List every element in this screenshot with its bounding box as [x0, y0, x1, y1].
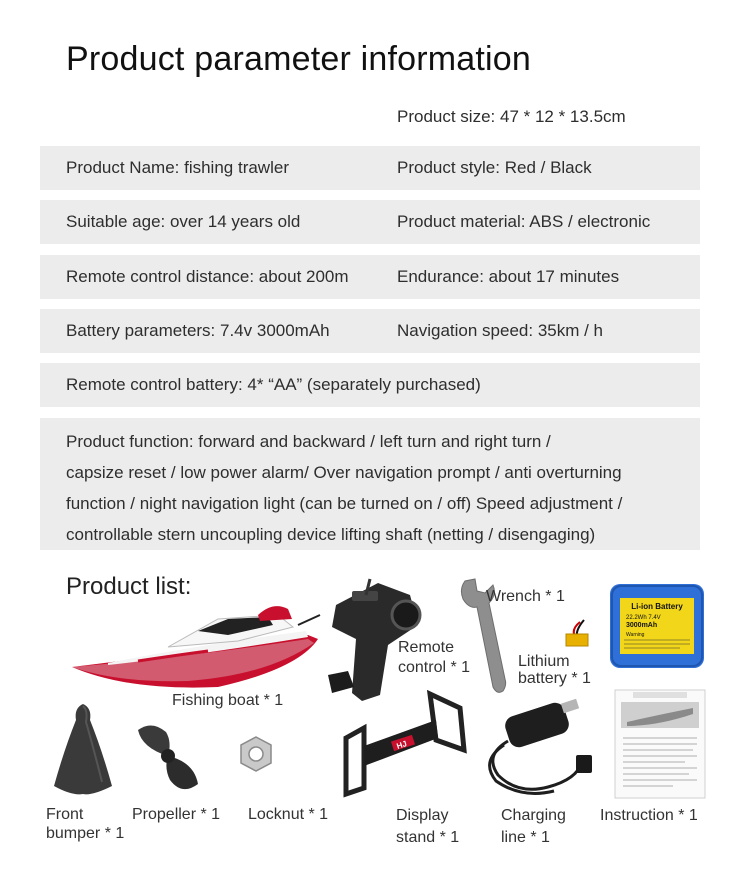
- product-material: Product material: ABS / electronic: [397, 212, 651, 231]
- product-list-title: Product list:: [66, 573, 192, 600]
- size-row: [40, 95, 700, 139]
- charging-line-image: [478, 695, 598, 800]
- product-style: Product style: Red / Black: [397, 158, 592, 177]
- instruction-label: Instruction * 1: [600, 807, 698, 824]
- front-bumper-image: [52, 700, 114, 800]
- front-bumper-label: bumper * 1: [46, 825, 125, 842]
- wrench-label: Wrench * 1: [486, 588, 565, 605]
- endurance: Endurance: about 17 minutes: [397, 267, 620, 286]
- param-row: [40, 200, 700, 244]
- remote-battery: Remote control battery: 4* “AA” (separately purchased): [66, 375, 481, 394]
- locknut-label: Locknut * 1: [248, 806, 329, 823]
- function-line: Product function: forward and backward / left turn and right turn /: [66, 432, 551, 451]
- battery-parameters: Battery parameters: 7.4v 3000mAh: [66, 321, 330, 340]
- param-row: [40, 255, 700, 299]
- product-function-block: [40, 418, 700, 550]
- fishing-boat-image: [68, 595, 323, 695]
- param-row: [40, 363, 700, 407]
- display-stand-label: stand * 1: [396, 829, 460, 846]
- remote-control-label: control * 1: [398, 659, 471, 676]
- propeller-image: [132, 718, 204, 796]
- display-stand-label: Display: [396, 807, 449, 824]
- page-title: Product parameter information: [66, 40, 532, 78]
- suitable-age: Suitable age: over 14 years old: [66, 212, 301, 231]
- lithium-battery-label: Lithium: [518, 653, 570, 670]
- battery-spec-text: 22.2Wh 7.4V: [626, 615, 661, 621]
- front-bumper-label: Front: [46, 806, 84, 823]
- charging-line-label: line * 1: [501, 829, 550, 846]
- lithium-battery-label: battery * 1: [518, 670, 591, 687]
- remote-distance: Remote control distance: about 200m: [66, 267, 349, 286]
- navigation-speed: Navigation speed: 35km / h: [397, 321, 604, 340]
- product-name: Product Name: fishing trawler: [66, 158, 289, 177]
- battery-warning-text: Warning: [626, 632, 645, 638]
- function-line: function / night navigation light (can be turned on / off) Speed adjustment /: [66, 494, 623, 513]
- stand-brand-text: HJ: [395, 739, 408, 751]
- param-row: [40, 146, 700, 190]
- param-row: [40, 309, 700, 353]
- function-line: capsize reset / low power alarm/ Over navigation prompt / anti overturning: [66, 463, 622, 482]
- propeller-label: Propeller * 1: [132, 806, 221, 823]
- remote-control-label: Remote: [398, 639, 455, 656]
- battery-name-text: Li-ion Battery: [631, 602, 683, 611]
- charging-line-label: Charging: [501, 807, 566, 824]
- battery-capacity-text: 3000mAh: [626, 622, 658, 629]
- locknut-image: [238, 735, 274, 775]
- instruction-manual-image: [613, 688, 708, 800]
- display-stand-image: [340, 690, 475, 800]
- function-line: controllable stern uncoupling device lifting shaft (netting / disengaging): [66, 525, 596, 544]
- lithium-battery-image: [560, 582, 708, 672]
- product-size: Product size: 47 * 12 * 13.5cm: [397, 107, 626, 126]
- fishing-boat-label: Fishing boat * 1: [172, 692, 284, 709]
